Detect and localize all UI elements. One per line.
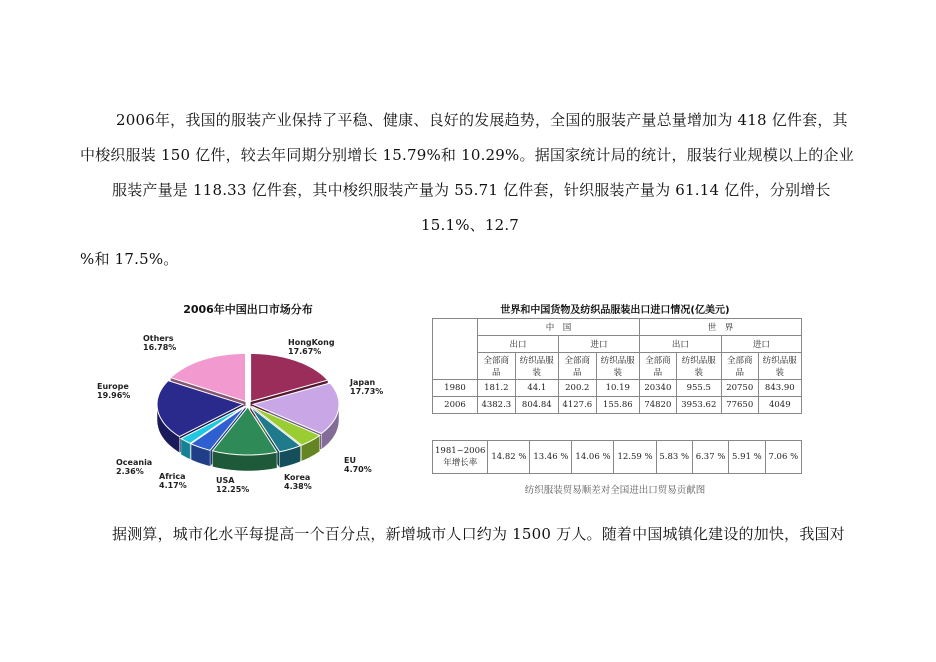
header-textile: 纺织品服装 bbox=[676, 353, 721, 380]
table-cell: 14.82 % bbox=[488, 441, 530, 474]
table-cell: 14.06 % bbox=[572, 441, 614, 474]
header-china: 中 国 bbox=[478, 319, 640, 336]
pie-chart bbox=[88, 318, 388, 498]
table-cell: 4382.3 bbox=[478, 397, 516, 414]
table-cell: 6.37 % bbox=[692, 441, 728, 474]
growth-rate-table bbox=[432, 440, 802, 474]
header-all-goods: 全部商品 bbox=[639, 353, 676, 380]
header-textile: 纺织品服装 bbox=[596, 353, 639, 380]
pie-label-europe: Europe 19.96% bbox=[97, 382, 131, 400]
table-cell: 181.2 bbox=[478, 380, 516, 397]
table-caption: 纺织服装贸易顺差对全国进出口贸易贡献图 bbox=[524, 485, 706, 496]
pie-label-usa: USA 12.25% bbox=[216, 476, 250, 494]
table-row bbox=[433, 380, 802, 397]
pie-label-eu: EU 4.70% bbox=[344, 456, 372, 474]
header-all-goods: 全部商品 bbox=[558, 353, 596, 380]
table-cell: 4049 bbox=[758, 397, 801, 414]
table-cell: 77650 bbox=[721, 397, 758, 414]
table-cell: 7.06 % bbox=[765, 441, 801, 474]
pie-label-hongkong: HongKong 17.67% bbox=[288, 338, 335, 356]
table-cell: 12.59 % bbox=[614, 441, 656, 474]
header-world-import: 进口 bbox=[721, 336, 801, 353]
table-cell: 20750 bbox=[721, 380, 758, 397]
table-cell: 5.83 % bbox=[656, 441, 692, 474]
table-cell: 804.84 bbox=[515, 397, 558, 414]
header-textile: 纺织品服装 bbox=[515, 353, 558, 380]
table-corner-cell bbox=[433, 319, 478, 380]
paragraph1-line4: 15.1%、12.7 bbox=[421, 216, 520, 234]
table-cell: 74820 bbox=[639, 397, 676, 414]
table-cell: 155.86 bbox=[596, 397, 639, 414]
table-cell: 5.91 % bbox=[729, 441, 765, 474]
table-header-row-3 bbox=[433, 353, 802, 380]
table-cell: 843.90 bbox=[758, 380, 801, 397]
header-china-export: 出口 bbox=[478, 336, 559, 353]
table-title: 世界和中国货物及纺织品服装出口进口情况(亿美元) bbox=[500, 305, 730, 316]
paragraph1-line3: 服装产量是 118.33 亿件套，其中梭织服装产量为 55.71 亿件套，针织服装产量为 61.14 亿件，分别增长 bbox=[112, 181, 831, 199]
header-world-export: 出口 bbox=[639, 336, 721, 353]
header-all-goods: 全部商品 bbox=[721, 353, 758, 380]
table-header-row-1 bbox=[433, 319, 802, 336]
pie-label-japan: Japan 17.73% bbox=[350, 378, 384, 396]
pie-label-others: Others 16.78% bbox=[143, 334, 177, 352]
table-row bbox=[433, 441, 802, 474]
pie-label-africa: Africa 4.17% bbox=[159, 472, 187, 490]
table-cell: 3953.62 bbox=[676, 397, 721, 414]
table-cell: 20340 bbox=[639, 380, 676, 397]
header-textile: 纺织品服装 bbox=[758, 353, 801, 380]
pie-label-korea: Korea 4.38% bbox=[284, 473, 312, 491]
paragraph1-line1: 2006年，我国的服装产业保持了平稳、健康、良好的发展趋势，全国的服装产量总量增加为 418 亿件套，其 bbox=[116, 111, 848, 129]
chart-title: 2006年中国出口市场分布 bbox=[183, 303, 313, 316]
table-cell: 13.46 % bbox=[530, 441, 572, 474]
paragraph2-line1: 据测算，城市化水平每提高一个百分点，新增城市人口约为 1500 万人。随着中国城镇化建设的加快，我国对 bbox=[112, 525, 845, 543]
trade-table bbox=[432, 318, 802, 414]
paragraph1-line5: %和 17.5%。 bbox=[80, 250, 179, 268]
table-cell: 4127.6 bbox=[558, 397, 596, 414]
paragraph1-line2: 中梭织服装 150 亿件，较去年同期分别增长 15.79%和 10.29%。据国家统计局的统计，服装行业规模以上的企业 bbox=[80, 146, 854, 164]
table-cell: 10.19 bbox=[596, 380, 639, 397]
table-cell: 200.2 bbox=[558, 380, 596, 397]
header-world: 世 界 bbox=[639, 319, 801, 336]
row-year: 2006 bbox=[433, 397, 478, 414]
table-header-row-2 bbox=[433, 336, 802, 353]
header-china-import: 进口 bbox=[558, 336, 639, 353]
row-year: 1980 bbox=[433, 380, 478, 397]
table-cell: 44.1 bbox=[515, 380, 558, 397]
rate-row-label: 1981~2006 年增长率 bbox=[433, 441, 488, 474]
header-all-goods: 全部商品 bbox=[478, 353, 516, 380]
pie-label-oceania: Oceania 2.36% bbox=[116, 458, 153, 476]
table-cell: 955.5 bbox=[676, 380, 721, 397]
table-row bbox=[433, 397, 802, 414]
